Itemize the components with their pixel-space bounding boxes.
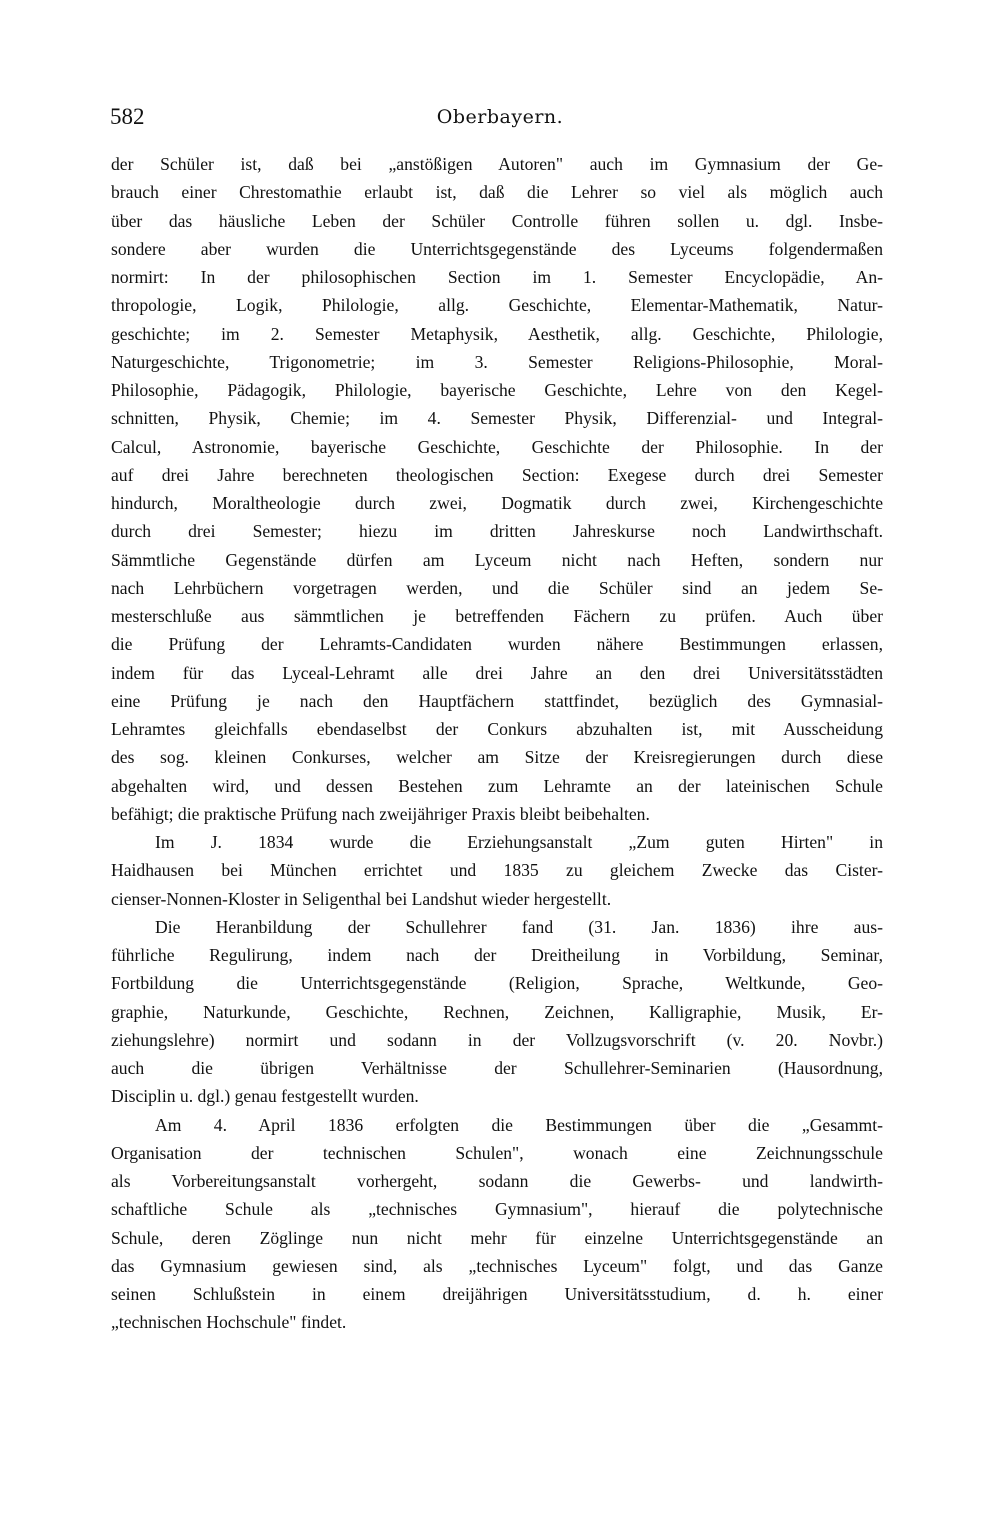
text-line: schnitten, Physik, Chemie; im 4. Semester Physik, Differenzial- und Integral-: [111, 408, 883, 429]
text-line: über das häusliche Leben der Schüler Controlle führen sollen u. dgl. Insbe-: [111, 210, 883, 231]
text-line: Calcul, Astronomie, bayerische Geschichte, Geschichte der Philosophie. In der: [111, 436, 883, 457]
text-line: Organisation der technischen Schulen", wonach eine Zeichnungsschule: [111, 1142, 883, 1163]
text-line: eine Prüfung je nach den Hauptfächern stattfindet, bezüglich des Gymnasial-: [111, 690, 883, 711]
page-number: 582: [110, 104, 145, 129]
text-line: nach Lehrbüchern vorgetragen werden, und die Schüler sind an jedem Se-: [111, 577, 883, 598]
body-text: [111, 150, 883, 1337]
running-head: Oberbayern.: [436, 106, 564, 128]
text-line: der Schüler ist, daß bei „anstößigen Autoren" auch im Gymnasium der Ge-: [111, 154, 883, 174]
text-line: Philosophie, Pädagogik, Philologie, bayerische Geschichte, Lehre von den Kegel-: [111, 380, 883, 400]
text-line: auch die übrigen Verhältnisse der Schullehrer-Seminarien (Hausordnung,: [111, 1058, 883, 1078]
text-line: auf drei Jahre berechneten theologischen Section: Exegese durch drei Semester: [111, 464, 883, 485]
text-line: Haidhausen bei München errichtet und 1835 zu gleichem Zwecke das Cister-: [111, 860, 883, 881]
text-line: durch drei Semester; hiezu im dritten Jahreskurse noch Landwirthschaft.: [111, 521, 883, 542]
text-line: als Vorbereitungsanstalt vorhergeht, sodann die Gewerbs- und landwirth-: [111, 1171, 883, 1191]
text-line: „technischen Hochschule" findet.: [111, 1312, 347, 1333]
text-line: Am 4. April 1836 erfolgten die Bestimmungen über die „Gesammt-: [155, 1114, 883, 1135]
text-line: cienser-Nonnen-Kloster in Seligenthal bei Landshut wieder hergestellt.: [111, 888, 612, 909]
text-line: die Prüfung der Lehramts-Candidaten wurden nähere Bestimmungen erlassen,: [111, 634, 883, 655]
text-line: Schule, deren Zöglinge nun nicht mehr für einzelne Unterrichtsgegenstände an: [111, 1227, 883, 1248]
text-line: brauch einer Chrestomathie erlaubt ist, daß die Lehrer so viel als möglich auch: [111, 182, 883, 203]
text-line: Die Heranbildung der Schullehrer fand (31. Jan. 1836) ihre aus-: [155, 916, 883, 937]
text-line: Disciplin u. dgl.) genau festgestellt wurden.: [111, 1086, 419, 1107]
text-line: Sämmtliche Gegenstände dürfen am Lyceum nicht nach Heften, sondern nur: [111, 549, 883, 570]
text-line: normirt: In der philosophischen Section im 1. Semester Encyclopädie, An-: [111, 267, 883, 287]
page-header: [110, 100, 890, 136]
text-line: abgehalten wird, und dessen Bestehen zum Lehramte an der lateinischen Schule: [111, 775, 883, 796]
text-line: befähigt; die praktische Prüfung nach zweijähriger Praxis bleibt beibehalten.: [111, 803, 650, 824]
text-line: thropologie, Logik, Philologie, allg. Geschichte, Elementar-Mathematik, Natur-: [111, 295, 883, 316]
text-line: geschichte; im 2. Semester Metaphysik, Aesthetik, allg. Geschichte, Philologie,: [111, 323, 883, 344]
text-line: mesterschluße aus sämmtlichen je betreffenden Fächern zu prüfen. Auch über: [111, 606, 883, 626]
text-line: Naturgeschichte, Trigonometrie; im 3. Semester Religions-Philosophie, Moral-: [111, 351, 883, 372]
text-line: des sog. kleinen Conkurses, welcher am Sitze der Kreisregierungen durch diese: [111, 747, 883, 768]
text-line: hindurch, Moraltheologie durch zwei, Dogmatik durch zwei, Kirchengeschichte: [111, 493, 883, 513]
text-line: indem für das Lyceal-Lehramt alle drei Jahre an den drei Universitätsstädten: [111, 662, 883, 683]
text-line: das Gymnasium gewiesen sind, als „technisches Lyceum" folgt, und das Ganze: [111, 1255, 883, 1276]
text-line: Fortbildung die Unterrichtsgegenstände (Religion, Sprache, Weltkunde, Geo-: [111, 973, 883, 994]
text-line: führliche Regulirung, indem nach der Dreitheilung in Vorbildung, Seminar,: [111, 945, 883, 965]
text-line: graphie, Naturkunde, Geschichte, Rechnen, Zeichnen, Kalligraphie, Musik, Er-: [111, 1001, 883, 1022]
text-line: Im J. 1834 wurde die Erziehungsanstalt „Zum guten Hirten" in: [155, 832, 883, 852]
text-line: schaftliche Schule als „technisches Gymnasium", hierauf die polytechnische: [111, 1199, 883, 1220]
text-line: seinen Schlußstein in einem dreijährigen Universitätsstudium, d. h. einer: [111, 1284, 883, 1304]
text-line: sondere aber wurden die Unterrichtsgegenstände des Lyceums folgendermaßen: [111, 238, 883, 259]
text-line: Lehramtes gleichfalls ebendaselbst der Conkurs abzuhalten ist, mit Ausscheidung: [111, 719, 883, 739]
text-line: ziehungslehre) normirt und sodann in der Vollzugsvorschrift (v. 20. Novbr.): [111, 1029, 883, 1050]
